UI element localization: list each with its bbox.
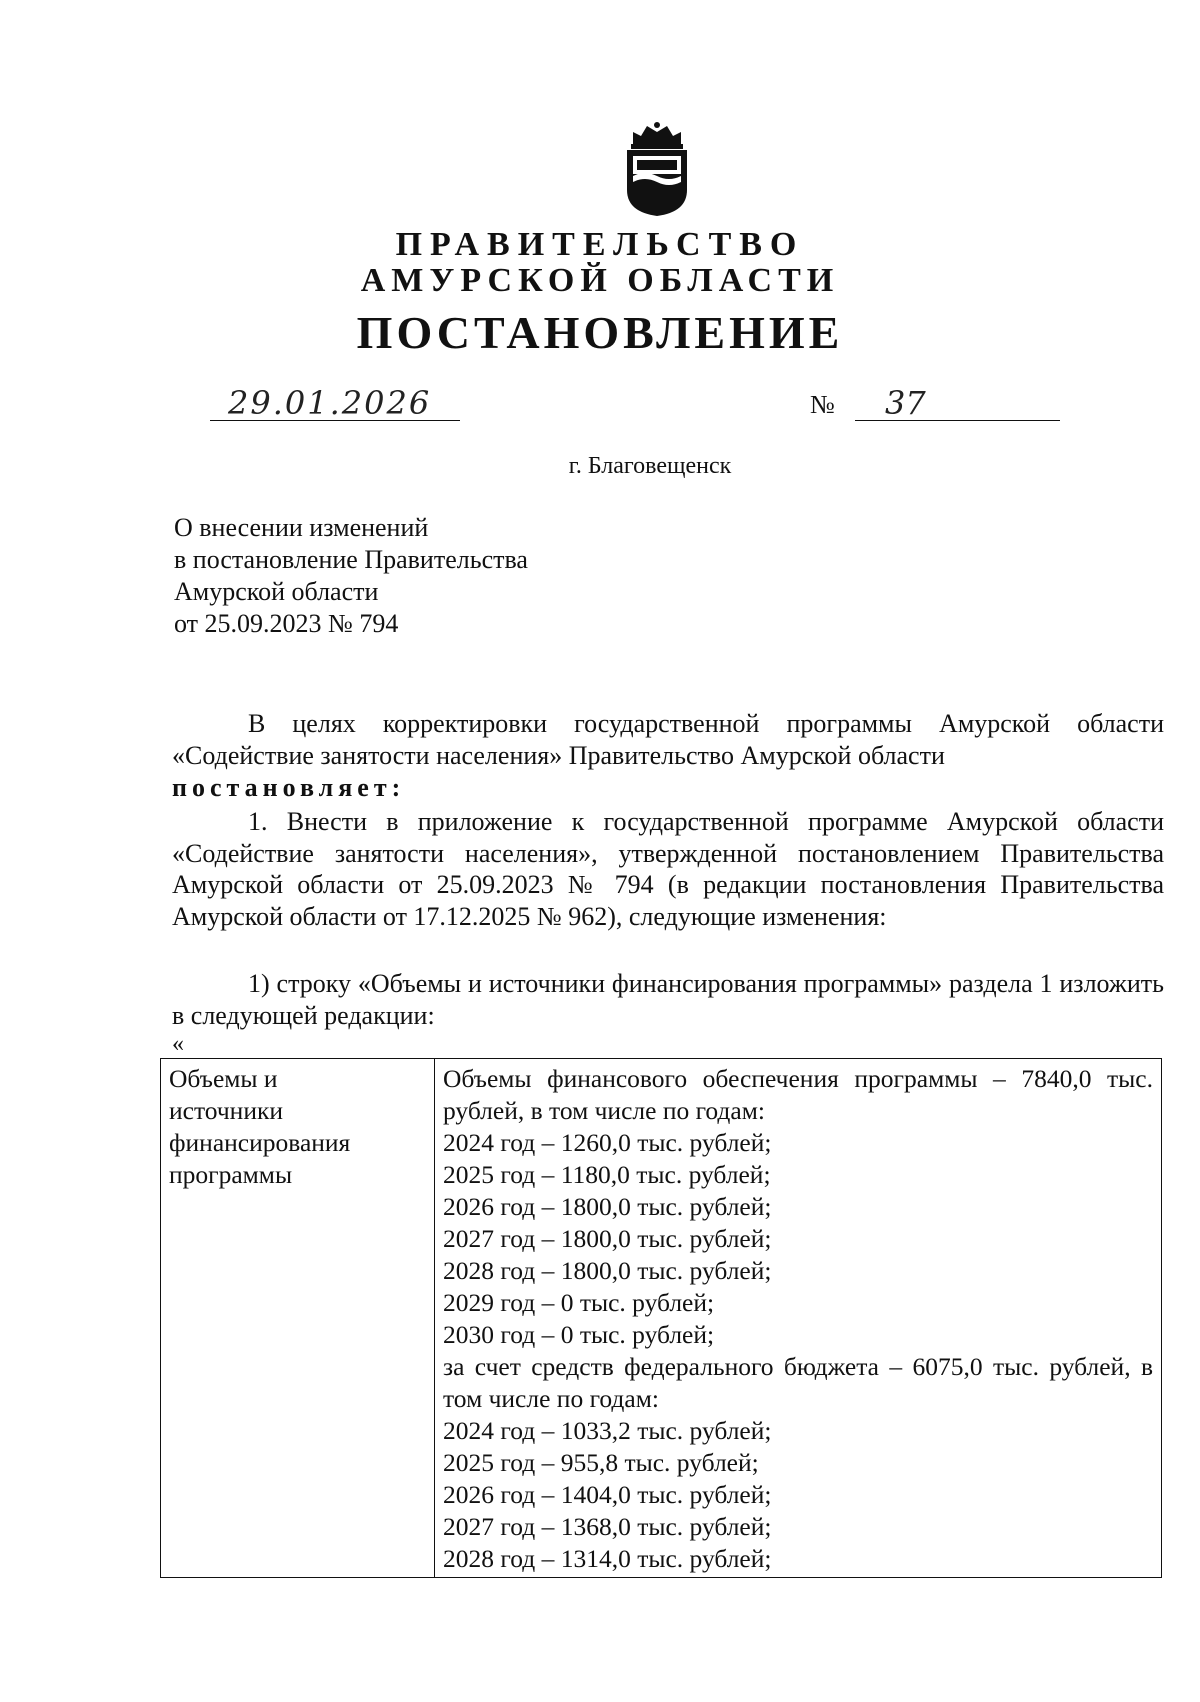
region-title: АМУРСКОЙ ОБЛАСТИ — [360, 262, 840, 299]
document-type: ПОСТАНОВЛЕНИЕ — [356, 307, 844, 358]
handwritten-date: 29.01.2026 — [228, 384, 432, 422]
subject-line: в постановление Правительства — [174, 545, 528, 574]
label-line: источники — [169, 1096, 284, 1125]
total-year-line: 2029 год – 0 тыс. рублей; — [443, 1288, 715, 1317]
item-1-paragraph: 1. Внести в приложение к государственной программе Амурской области «Содействие занятости населения», утвержденной постановлением Правительства Амурской области от 25.09.2023 № 794 (в редакции постановления Правительства Амурской области от 17.12.2025 № 962), следующие изменения: — [172, 807, 1164, 931]
number-sign: № — [810, 390, 835, 419]
label-line: Объемы и — [169, 1064, 278, 1093]
federal-year-line: 2028 год – 1314,0 тыс. рублей; — [443, 1544, 772, 1573]
financing-table — [160, 1058, 1162, 1578]
handwritten-number: 37 — [885, 384, 926, 422]
total-year-line: 2030 год – 0 тыс. рублей; — [443, 1320, 715, 1349]
federal-year-line: 2024 год – 1033,2 тыс. рублей; — [443, 1416, 772, 1445]
resolves-word: постановляет: — [172, 773, 406, 802]
row-content-cell — [435, 1059, 1162, 1578]
total-year-line: 2027 год – 1800,0 тыс. рублей; — [443, 1224, 772, 1253]
city-name: г. Благовещенск — [568, 453, 732, 479]
federal-financing-intro: за счет средств федерального бюджета – 6075,0 тыс. рублей, в том числе по годам: — [443, 1352, 1153, 1413]
total-year-line: 2024 год – 1260,0 тыс. рублей; — [443, 1128, 772, 1157]
federal-year-line: 2026 год – 1404,0 тыс. рублей; — [443, 1480, 772, 1509]
total-financing-intro: Объемы финансового обеспечения программы – 7840,0 тыс. рублей, в том числе по годам: — [443, 1064, 1153, 1125]
date-field — [210, 384, 460, 421]
federal-year-line: 2027 год – 1368,0 тыс. рублей; — [443, 1512, 772, 1541]
coat-of-arms-emblem — [619, 120, 695, 218]
opening-quote: « — [172, 1031, 184, 1057]
subject-line: Амурской области — [174, 577, 379, 606]
subject-line: О внесении изменений — [174, 513, 429, 542]
total-year-line: 2025 год – 1180,0 тыс. рублей; — [443, 1160, 771, 1189]
total-year-line: 2028 год – 1800,0 тыс. рублей; — [443, 1256, 772, 1285]
label-line: программы — [169, 1160, 293, 1189]
total-year-line: 2026 год – 1800,0 тыс. рублей; — [443, 1192, 772, 1221]
row-label-cell — [161, 1059, 435, 1578]
label-line: финансирования — [169, 1128, 351, 1157]
document-subject — [174, 512, 528, 640]
table-row — [161, 1059, 1162, 1578]
government-title: ПРАВИТЕЛЬСТВО — [395, 226, 805, 263]
federal-year-line: 2025 год – 955,8 тыс. рублей; — [443, 1448, 759, 1477]
item-1-1-paragraph: 1) строку «Объемы и источники финансирования программы» раздела 1 изложить в следующей редакции: — [172, 969, 1164, 1030]
number-field — [855, 384, 1060, 421]
subject-line: от 25.09.2023 № 794 — [174, 609, 399, 638]
preamble-paragraph: В целях корректировки государственной программы Амурской области «Содействие занятости населения» Правительство Амурской области — [172, 709, 1164, 770]
